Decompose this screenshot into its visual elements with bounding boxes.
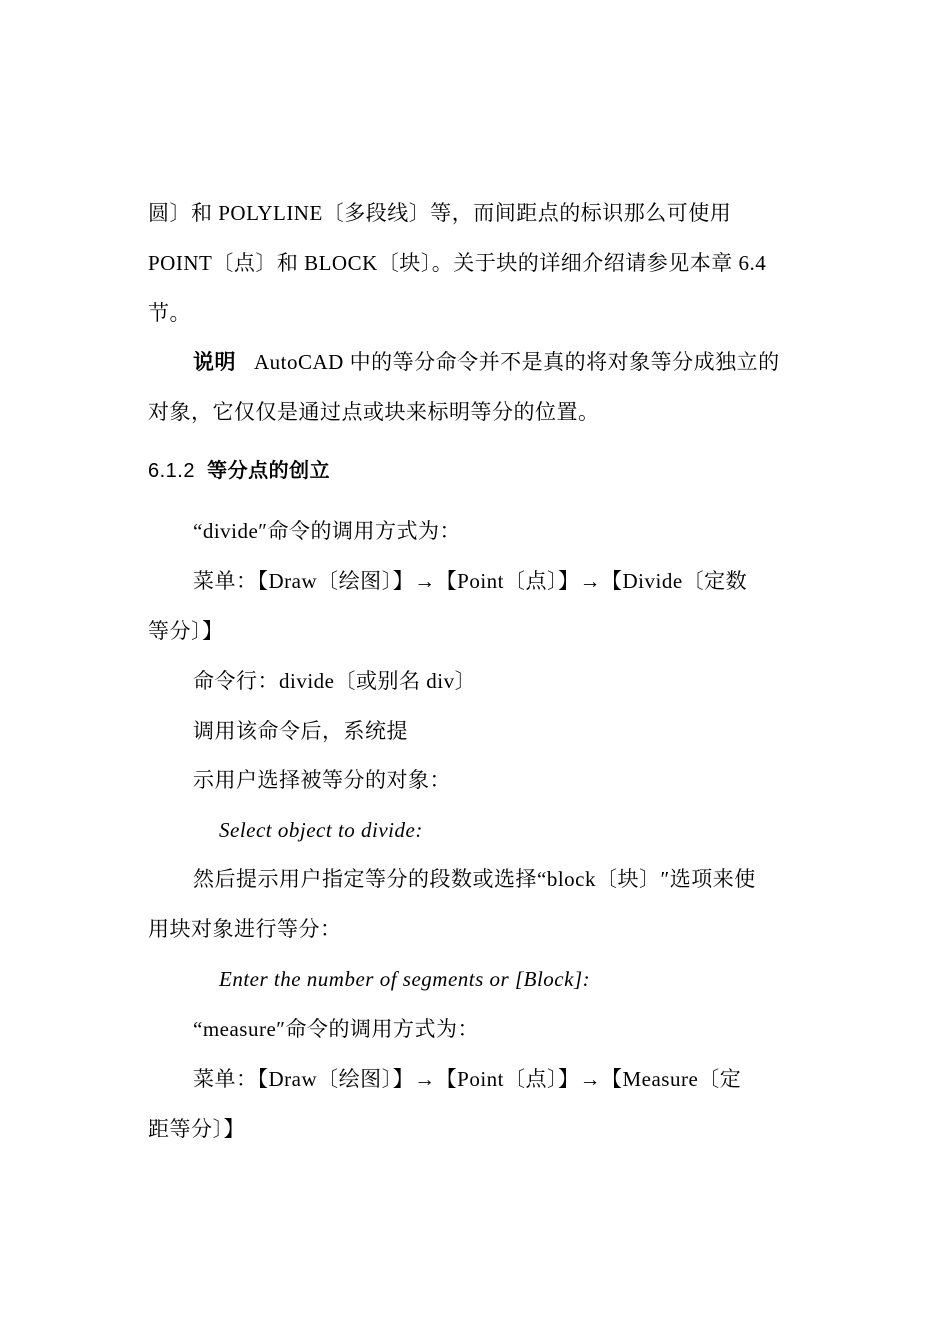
menu-path-line: 等分〕】: [148, 619, 224, 643]
paragraph-line: 然后提示用户指定等分的段数或选择“block〔块〕″选项来使: [193, 867, 756, 891]
paragraph-line: 圆〕和 POLYLINE〔多段线〕等，而间距点的标识那么可使用: [148, 201, 732, 225]
paragraph-line: 调用该命令后，系统提: [193, 719, 408, 743]
menu-path-line: 菜单：【Draw〔绘图〕】→【Point〔点〕】→【Measure〔定: [193, 1067, 742, 1091]
paragraph-line: 节。: [148, 301, 191, 325]
command-line-text: 命令行：divide〔或别名 div〕: [193, 669, 477, 693]
section-number: 6.1.2: [148, 460, 195, 482]
paragraph-line: 对象，它仅仅是通过点或块来标明等分的位置。: [148, 400, 600, 424]
note-label: 说明: [193, 350, 236, 374]
paragraph-line: “divide″命令的调用方式为：: [193, 519, 462, 543]
menu-path-line: 菜单：【Draw〔绘图〕】→【Point〔点〕】→【Divide〔定数: [193, 569, 748, 593]
section-heading: [148, 456, 330, 486]
paragraph-line: POINT〔点〕和 BLOCK〔块〕。关于块的详细介绍请参见本章 6.4: [148, 251, 767, 275]
menu-path-line: 距等分〕】: [148, 1117, 245, 1141]
note-text: AutoCAD 中的等分命令并不是真的将对象等分成独立的: [254, 350, 780, 374]
paragraph-line: 用块对象进行等分：: [148, 917, 342, 941]
paragraph-line: “measure″命令的调用方式为：: [193, 1017, 480, 1041]
prompt-text: Select object to divide:: [219, 818, 423, 842]
note-line: [193, 347, 780, 377]
section-title: 等分点的创立: [207, 460, 331, 482]
prompt-text: Enter the number of segments or [Block]:: [219, 967, 591, 991]
paragraph-line: 示用户选择被等分的对象：: [193, 768, 451, 792]
